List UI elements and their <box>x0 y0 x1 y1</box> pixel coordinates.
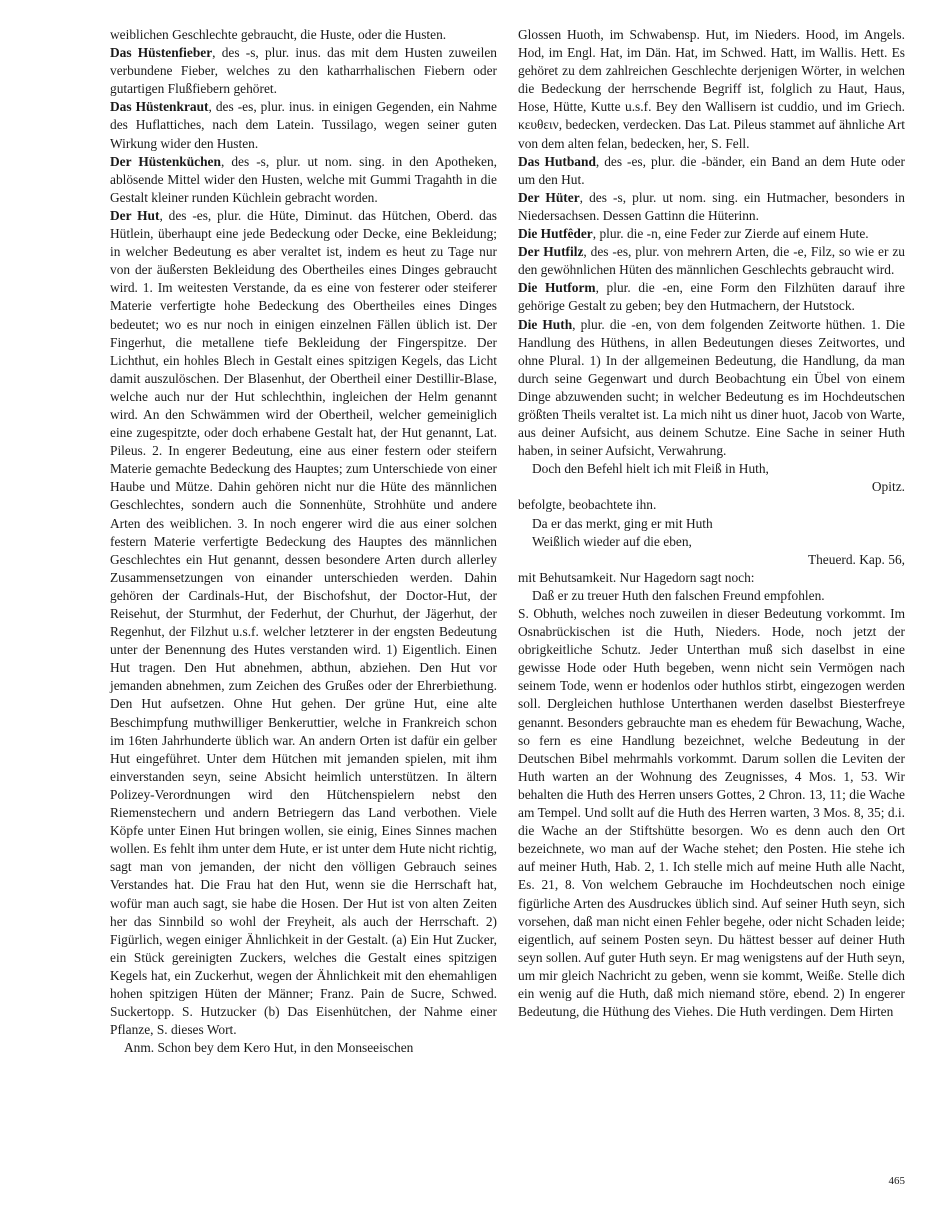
entry-huestenkraut <box>110 98 497 152</box>
verse-quote: Da er das merkt, ging er mit Huth <box>532 515 713 531</box>
headword: Die Huth <box>518 316 573 332</box>
right-column <box>518 26 905 1021</box>
headword: Der Hüstenküchen <box>110 153 221 169</box>
headword: Der Hutfilz <box>518 244 584 260</box>
headword: Der Hüter <box>518 189 580 205</box>
entry-text: , des -s, plur. ut nom. sing. in den Apotheken, ablösende Mittel wider den Husten, welche mit Gummi Tragahth in die Gestalt kleiner runden Küchlein gebracht worden. <box>110 153 498 205</box>
entry-huth <box>518 316 905 461</box>
entry-hut <box>110 207 497 1039</box>
entry-text: befolgte, beobachtete ihn. <box>518 497 657 513</box>
headword: Die Hutfêder <box>518 226 593 242</box>
entry-continuation: weiblichen Geschlechte gebraucht, die Huste, oder die Husten. <box>110 27 447 42</box>
headword: Das Hüstenfieber <box>110 45 213 61</box>
verse-quote: Weißlich wieder auf die eben, <box>532 533 692 549</box>
entry-huestenfieber <box>110 44 497 98</box>
entry-text: , des -s, plur. ut nom. sing. ein Hutmacher, besonders in Niedersachsen. Dessen Gattinn die Hüterinn. <box>518 189 905 223</box>
entry-text: , des -es, plur. von mehrern Arten, die -e, Filz, so wie er zu den gewöhnlichen Hüten des männlichen Geschlechts gebraucht wird. <box>518 244 905 278</box>
entry-text: , plur. die -en, eine Form den Filzhüten darauf ihre gehörige Gestalt zu geben; bey den Hutmachern, der Hutstock. <box>518 280 905 314</box>
entry-text: , plur. die -en, von dem folgenden Zeitworte hüthen. 1. Die Handlung des Hüthens, in allen Bedeutungen dieses Zeitwortes, und ohne Plural. 1) In der allgemeinen Bedeutung, die Handlung, da man durch seine Gegenwart und durch Beobachtung ein Übel von einem Dinge abzuwenden sucht; in welcher Bedeutung es im Hochdeutschen größten Theils veraltet ist. La mich niht us diner huot, Jacob von Warte, aus deiner Aufsicht, aus deinem Schutze. Eine Sache in seiner Huth haben, in seiner Aufsicht, Verwahrung. <box>518 316 906 459</box>
entry-text: , des -es, plur. die -bänder, ein Band an dem Hute oder um den Hut. <box>518 153 905 187</box>
entry-huestenkuechen <box>110 153 497 207</box>
entry-hutfilz <box>518 243 905 279</box>
headword: Der Hut <box>110 207 160 223</box>
entry-text: mit Behutsamkeit. Nur Hagedorn sagt noch: <box>518 569 755 585</box>
entry-hutform <box>518 279 905 315</box>
entry-continuation: Glossen Huoth, im Schwabensp. Hut, im Nieders. Hood, im Angels. Hod, im Engl. Hat, im Dän. Hat, im Schwed. Hatt, im Wallis. Hett. Es gehöret zu dem zahlreichen Geschlechte derjenigen Wörter, in welchen die Bedeckung der herrschende Begriff ist, folglich zu Haut, Haus, Hose, Hütte, Kutte u.s.f. Bey den Wallisern ist cuddio, und im Griech. κευθειν, bedecken, verdecken. Das Lat. Pileus stammet auf ähnliche Art von dem alten felan, bedecken, her, S. Fell. <box>518 27 905 151</box>
entry-text: , des -es, plur. inus. in einigen Gegenden, ein Nahme des Huflattiches, nach dem Latein. Tussilago, wegen seiner guten Wirkung wider den Husten. <box>110 99 497 151</box>
page-number: 465 <box>888 1175 905 1187</box>
headword: Das Hutband <box>518 153 596 169</box>
verse-quote: Doch den Befehl hielt ich mit Fleiß in Huth, <box>532 461 769 477</box>
left-column <box>110 26 497 1057</box>
entry-text: , des -s, plur. inus. das mit dem Husten zuweilen verbundene Fieber, welches zu den katharrhalischen Fiebern oder gutartigen Flußfiebern gehöret. <box>110 45 497 97</box>
entry-text: S. Obhuth, welches noch zuweilen in dieser Bedeutung vorkommt. Im Osnabrückischen ist die Huth, Nieders. Hode, noch jetzt der obrigkeitliche Schutz. Jeder Unterthan muß sich daselbst in eine gewisse Hode oder Huth begeben, wenn nicht sein Vermögen nach seinem Tode, wenn er hodenlos oder huthlos stirbt, eingezogen werden soll. Dergleichen huthlose Unterthanen werden daselbst Biesterfreye genannt. Besonders gebrauchte man es ehedem für Bewachung, Wache, so fern es eine Handlung bezeichnet, welche Bedeutung in der Deutschen Bibel mehrmahls vorkommt. Darum sollen die Leviten der Huth warten an der Wohnung des Zeugnisses, 4 Mos. 1, 53. Wir behalten die Huth des Herren unsers Gottes, 2 Chron. 13, 11; die Wache am Tempel. Und sollt auf die Huth des Herren warten, 3 Mos. 8, 35; d.i. die Wache an der Stiftshütte besorgen. Wo es denn auch den Ort bezeichnete, wo man auf der Wache stehet; den Posten. Hie stehe ich auf meiner Huth, Hab. 2, 1. Ich stelle mich auf meine Huth alle Nacht, Es. 21, 8. Von welchem Gebrauche im Hochdeutschen noch einige figürliche Arten des Ausdruckes üblich sind. Auf seiner Huth seyn, sich vorsehen, daß man nicht einen Fehler begehe, oder nicht Schaden leide; eigentlich, auf seinem Posten seyn. Du hättest besser auf deiner Huth seyn sollen. Auf guter Huth seyn. Er mag wenigstens auf der Huth seyn, um mir gleich Nachricht zu geben, wenn sie kommt, Weiße. Stelle dich ein wenig auf die Huth, daß mich niemand störe, ebend. 2) In engerer Bedeutung, die Hüthung des Viehes. Die Huth verdingen. Dem Hirten <box>518 606 905 1020</box>
entry-hueter <box>518 189 905 225</box>
headword: Die Hutform <box>518 280 596 296</box>
entry-text: , plur. die -n, eine Feder zur Zierde auf einem Hute. <box>592 226 869 242</box>
entry-text: , des -es, plur. die Hüte, Diminut. das Hütchen, Oberd. das Hütlein, überhaupt eine jede Bedeckung oder Decke, eine Bekleidung; in welcher Bedeutung es aber veraltet ist, indem es heut zu Tage nur von der äußersten Bekleidung des Obertheiles eines Dinges gebraucht wird. 1. Im weitesten Verstande, da es eine von festerer oder steiferer Materie verfertigte hohe Bedeckung des Obertheiles eines Dinges bedeutet; wo es nur noch in einigen einzelnen Fällen üblich ist. Der Fingerhut, die metallene tiefe Bekleidung der Fingerspitze. Der Lichthut, ein hohles Blech in Gestalt eines spitzigen Kegels, das Licht damit auszulöschen. Der Blasenhut, der Obertheil einer Destillir-Blase, welche auch nur der Hut schlechthin, ingleichen der Helm genannt wird. An den Schwämmen wird der Obertheil, welcher gemeiniglich eine zugespitzte, oder doch erhabene Gestalt hat, der Hut genannt, Lat. Pileus. 2. In engerer Bedeutung, eine aus einer festern oder steifern Materie gemachte Bedeckung des Hauptes; zum Unterschiede von einer Haube und Mütze. Dahin gehören nicht nur die Hüte des männlichen Geschlechtes, sondern auch die Sonnenhüte, Strohhüte und andere Arten des weiblichen. 3. In noch engerer wird die aus einer solchen festern Materie verfertigte Bedeckung des Hauptes des männlichen Geschlechtes ein Hut genannt, dessen besondere Arten durch allerley Zusammensetzungen von einander unterschieden werden. Dahin gehören der Cardinals-Hut, der Bischofshut, der Doctor-Hut, der Reisehut, der Sturmhut, der Federhut, der Churhut, der Jägerhut, der Regenhut, der Filzhut u.s.f. welcher letzterer in der engsten Bedeutung unter der Benennung des Hutes verstanden wird. 1) Eigentlich. Einen Hut tragen. Den Hut abnehmen, abthun, abziehen. Den Hut vor jemanden abnehmen, zum Zeichen des Grußes oder der Ehrerbiethung. Den Hut aufsetzen. Ohne Hut gehen. Der grüne Hut, eine alte Beschimpfung muthwilliger Benkeruttier, welche in Frankreich schon im 16ten Jahrhunderte üblich war. An andern Orten ist dafür ein gelber Hut eingeführet. Unter dem Hütchen mit jemanden spielen, mit ihm einverstanden seyn, seine Absicht heimlich unterstützen. In ältern Polizey-Verordnungen wird den Hütchenspielern nebst den Riemenstechern und andern Betriegern das Land verbothen. Viele Köpfe unter Einen Hut bringen wollen, sie einig, Eines Sinnes machen wollen. Es fehlt ihm unter dem Hute, er ist unter dem Hute nicht richtig, sagt man von jemanden, der nicht den völligen Gebrauch seines Verstandes hat. Die Frau hat den Hut, wenn sie die Herrschaft hat, wofür man auch sagt, sie habe die Hosen. Der Hut ist von alten Zeiten her das Sinnbild so wohl der Freyheit, als auch der Herrschaft. 2) Figürlich, wegen einiger Ähnlichkeit in der Gestalt. (a) Ein Hut Zucker, ein Stück gereinigten Zuckers, welches die Gestalt eines spitzigen Kegels hat, ein Zuckerhut, wegen der Ähnlichkeit mit den ehemahligen hohen spitzigen Hüten der Männer; Franz. Pain de Sucre, Schwed. Suckertopp. S. Hutzucker (b) Das Eisenhütchen, der Nahme einer Pflanze, S. dieses Wort. <box>110 207 497 1038</box>
entry-hutfeder <box>518 225 905 243</box>
headword: Das Hüstenkraut <box>110 99 209 115</box>
quote-source: Theuerd. Kap. 56, <box>807 551 905 567</box>
entry-note: Anm. Schon bey dem Kero Hut, in den Monseeischen <box>124 1040 414 1056</box>
verse-quote: Daß er zu treuer Huth den falschen Freund empfohlen. <box>532 587 825 603</box>
entry-hutband <box>518 153 905 189</box>
quote-source: Opitz. <box>871 479 905 495</box>
